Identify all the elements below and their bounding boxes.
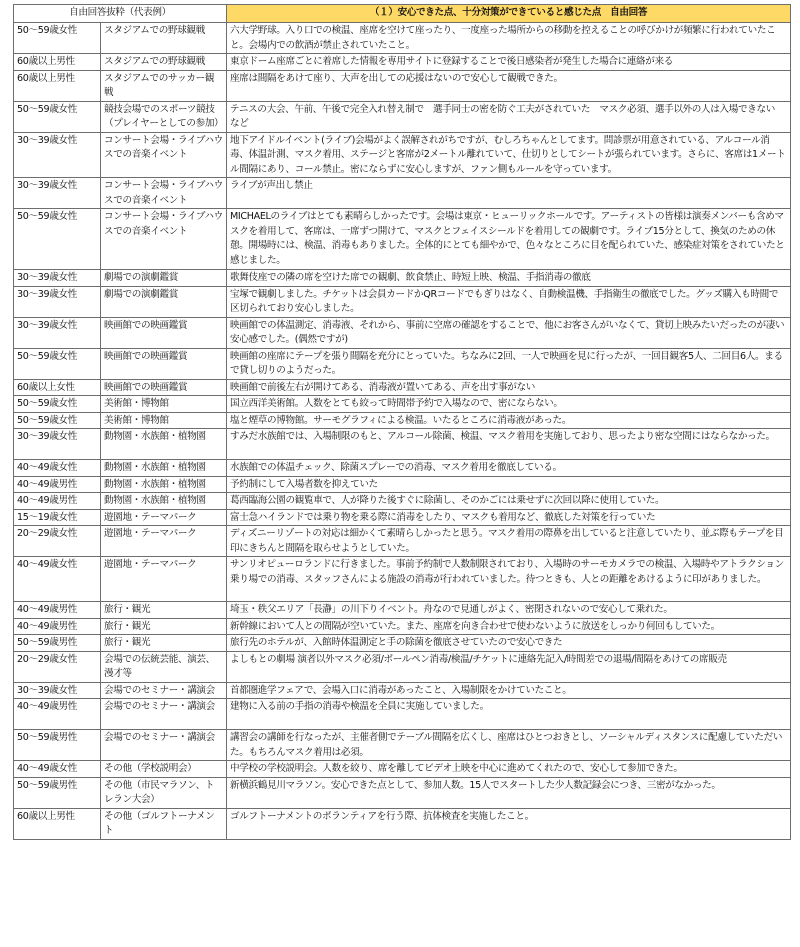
respondent-demographic: 50～59歳女性 [14, 396, 101, 413]
event-category: 旅行・観光 [101, 602, 227, 619]
table-row [14, 286, 791, 317]
table-row [14, 412, 791, 429]
table-row [14, 699, 791, 730]
respondent-demographic: 30～39歳女性 [14, 132, 101, 178]
event-category: コンサート会場・ライブハウスでの音楽イベント [101, 178, 227, 209]
respondent-demographic: 50～59歳女性 [14, 412, 101, 429]
answer-text: 中学校の学校説明会。人数を絞り、席を離してビデオ上映を中心に進めてくれたので、安心して参加できた。 [227, 761, 791, 778]
table-row [14, 54, 791, 71]
table-row [14, 557, 791, 602]
table-row [14, 777, 791, 808]
table-header-row [14, 5, 791, 23]
event-category: 動物園・水族館・植物園 [101, 476, 227, 493]
respondent-demographic: 50～59歳男性 [14, 730, 101, 761]
event-category: 会場での伝統芸能、演芸、漫才等 [101, 651, 227, 682]
table-row [14, 429, 791, 460]
respondent-demographic: 40～49歳男性 [14, 618, 101, 635]
table-row [14, 379, 791, 396]
event-category: その他（市民マラソン、トレラン大会） [101, 777, 227, 808]
answer-text: 塩と煙草の博物館。サーモグラフィによる検温。いたるところに消毒液があった。 [227, 412, 791, 429]
answer-text: 六大学野球。入り口での検温、座席を空けて座ったり、一度座った場所からの移動を控えることの呼びかけが頻繁に行われていたこと。会場内での飲酒が禁止されていたこと。 [227, 23, 791, 54]
event-category: その他（ゴルフトーナメント [101, 808, 227, 839]
answer-text: 葛西臨海公園の観覧車で、人が降りた後すぐに除菌し、そのかごには乗せずに次回以降に使用していた。 [227, 493, 791, 510]
event-category: 旅行・観光 [101, 618, 227, 635]
table-row [14, 618, 791, 635]
answer-text: サンリオピューロランドに行きました。事前予約制で人数制限されており、入場時のサーモカメラでの検温、入場時やアトラクション乗り場での消毒、スタッフさんによる施設の消毒が行われていました。待つときも、人との距離をあけるように印がありました。 [227, 557, 791, 602]
event-category: 遊園地・テーマパーク [101, 557, 227, 602]
answer-text: 宝塚で観劇しました。チケットは会員カードかQRコードでもぎりはなく、自動検温機、手指衛生の徹底でした。グッズ購入も時間で区切られており安心しました。 [227, 286, 791, 317]
table-body [14, 23, 791, 840]
answer-text: 座席は間隔をあけて座り、大声を出しての応援はないので安心して観戦できた。 [227, 70, 791, 101]
answer-text: 国立西洋美術館。人数をとても絞って時間帯予約で入場なので、密にならない。 [227, 396, 791, 413]
answer-text: 映画館の座席にテープを張り間隔を充分にとっていた。ちなみに2回、一人で映画を見に行ったが、一回目観客5人、二回目6人。まるで貸し切りのようだった。 [227, 348, 791, 379]
answer-text: 地下アイドルイベント(ライブ)会場がよく誤解されがちですが、むしろちゃんとしてます。問診票が用意されている、アルコール消毒、体温計測、マスク着用、ステージと客席が2メートル離れていて、仕切りとしてシートが張られています。さらに、客席は1メートル間隔にあり、コール禁止。密にならずに安心しますが、ファン側もルールを守っています。 [227, 132, 791, 178]
answer-text: 講習会の講師を行なったが、主催者側でテーブル間隔を広くし、座席はひとつおきとし、ソーシャルディスタンスに配慮していただいた。もちろんマスク着用は必須。 [227, 730, 791, 761]
event-category: 遊園地・テーマパーク [101, 509, 227, 526]
respondent-demographic: 40～49歳男性 [14, 476, 101, 493]
answer-text: すみだ水族館では、入場制限のもと、アルコール除菌、検温、マスク着用を実施しており、思ったより密な空間にはならなかった。 [227, 429, 791, 460]
answer-text: 旅行先のホテルが、入館時体温測定と手の除菌を徹底させていたので安心できた [227, 635, 791, 652]
respondent-demographic: 40～49歳女性 [14, 460, 101, 477]
event-category: コンサート会場・ライブハウスでの音楽イベント [101, 132, 227, 178]
respondent-demographic: 30～39歳女性 [14, 178, 101, 209]
respondent-demographic: 60歳以上男性 [14, 808, 101, 839]
table-row [14, 317, 791, 348]
event-category: 会場でのセミナー・講演会 [101, 682, 227, 699]
event-category: 劇場での演劇鑑賞 [101, 286, 227, 317]
respondent-demographic: 30～39歳女性 [14, 317, 101, 348]
event-category: 映画館での映画鑑賞 [101, 348, 227, 379]
table-row [14, 101, 791, 132]
event-category: その他（学校説明会） [101, 761, 227, 778]
respondent-demographic: 50～59歳女性 [14, 101, 101, 132]
event-category: 会場でのセミナー・講演会 [101, 730, 227, 761]
respondent-demographic: 20～29歳女性 [14, 526, 101, 557]
respondent-demographic: 40～49歳女性 [14, 761, 101, 778]
event-category: コンサート会場・ライブハウスでの音楽イベント [101, 209, 227, 270]
table-row [14, 509, 791, 526]
event-category: 遊園地・テーマパーク [101, 526, 227, 557]
answer-text: MICHAELのライブはとても素晴らしかったです。会場は東京・ヒューリックホールです。アーティストの皆様は演奏メンバーも含めマスクを着用して、客席は、一席ずつ開けて、マスクとフェイスシールドを着用しての観劇です。ライブ15分として、換気のための休憩。開場時には、検温、消毒もありました。全体的にとても細やかで、色々なところに目を配られていた、感染症対策をされていたと感じました。 [227, 209, 791, 270]
answer-text: 東京ドーム座席ごとに着席した情報を専用サイトに登録することで後日感染者が発生した場合に連絡が来る [227, 54, 791, 71]
event-category: 美術館・博物館 [101, 412, 227, 429]
table-row [14, 493, 791, 510]
event-category: 動物園・水族館・植物園 [101, 460, 227, 477]
table-row [14, 602, 791, 619]
table-row [14, 808, 791, 839]
respondent-demographic: 30～39歳女性 [14, 682, 101, 699]
event-category: 会場でのセミナー・講演会 [101, 699, 227, 730]
respondent-demographic: 20～29歳女性 [14, 651, 101, 682]
answer-text: 映画館での体温測定、消毒液、それから、事前に空席の確認をすることで、他にお客さんがいなくて、貸切上映みたいだったのが凄い安心感でした。(偶然ですが) [227, 317, 791, 348]
table-row [14, 460, 791, 477]
answer-text: ゴルフトーナメントのボランティアを行う際、抗体検査を実施したこと。 [227, 808, 791, 839]
answer-text: 首都圏進学フェアで、会場入口に消毒があったこと、入場制限をかけていたこと。 [227, 682, 791, 699]
event-category: 劇場での演劇鑑賞 [101, 270, 227, 287]
event-category: スタジアムでのサッカー観戦 [101, 70, 227, 101]
answer-text: 映画館で前後左右が開けてある、消毒液が置いてある、声を出す事がない [227, 379, 791, 396]
table-row [14, 209, 791, 270]
event-category: 美術館・博物館 [101, 396, 227, 413]
answer-text: ディズニーリゾートの対応は細かくて素晴らしかったと思う。マスク着用の際鼻を出していると注意していたり、並ぶ際もテープを目印にきちんと間隔を取らせようとしていた。 [227, 526, 791, 557]
respondent-demographic: 50～59歳男性 [14, 777, 101, 808]
event-category: 動物園・水族館・植物園 [101, 429, 227, 460]
event-category: 競技会場でのスポーツ競技（プレイヤーとしての参加） [101, 101, 227, 132]
answer-text: 新横浜鶴見川マラソン。安心できた点として、参加人数。15人でスタートした少人数記録会につき、三密がなかった。 [227, 777, 791, 808]
respondent-demographic: 40～49歳男性 [14, 493, 101, 510]
respondent-demographic: 50～59歳女性 [14, 23, 101, 54]
header-question-title: （１）安心できた点、十分対策ができていると感じた点 自由回答 [227, 5, 791, 23]
answer-text: ライブが声出し禁止 [227, 178, 791, 209]
respondent-demographic: 50～59歳男性 [14, 635, 101, 652]
event-category: 旅行・観光 [101, 635, 227, 652]
table-row [14, 23, 791, 54]
answer-text: 水族館での体温チェック、除菌スプレーでの消毒、マスク着用を徹底している。 [227, 460, 791, 477]
table-row [14, 526, 791, 557]
answer-text: 歌舞伎座での隣の席を空けた席での観劇、飲食禁止、時短上映、検温、手指消毒の徹底 [227, 270, 791, 287]
event-category: 動物園・水族館・植物園 [101, 493, 227, 510]
table-row [14, 396, 791, 413]
answer-text: 建物に入る前の手指の消毒や検温を全員に実施していました。 [227, 699, 791, 730]
answer-text: 富士急ハイランドでは乗り物を乗る際に消毒をしたり、マスクも着用など、徹底した対策を行っていた [227, 509, 791, 526]
free-answer-table [13, 4, 791, 840]
answer-text: 埼玉・秩父エリア「長瀞」の川下りイベント。舟なので見通しがよく、密閉されないので安心して乗れた。 [227, 602, 791, 619]
respondent-demographic: 50～59歳女性 [14, 209, 101, 270]
respondent-demographic: 40～49歳男性 [14, 602, 101, 619]
respondent-demographic: 30～39歳女性 [14, 270, 101, 287]
respondent-demographic: 60歳以上男性 [14, 54, 101, 71]
respondent-demographic: 60歳以上女性 [14, 379, 101, 396]
answer-text: よしもとの劇場 演者以外マスク必須/ボールペン消毒/検温/チケットに連絡先記入/時間差での退場/間隔をあけての席販売 [227, 651, 791, 682]
event-category: 映画館での映画鑑賞 [101, 379, 227, 396]
table-row [14, 682, 791, 699]
respondent-demographic: 30～39歳女性 [14, 286, 101, 317]
table-row [14, 730, 791, 761]
answer-text: 新幹線において人との間隔が空いていた。また、座席を向き合わせで使わないように放送をしっかり何回もしていた。 [227, 618, 791, 635]
table-row [14, 761, 791, 778]
event-category: スタジアムでの野球観戦 [101, 54, 227, 71]
table-row [14, 476, 791, 493]
table-row [14, 70, 791, 101]
respondent-demographic: 60歳以上男性 [14, 70, 101, 101]
table-row [14, 651, 791, 682]
table-row [14, 270, 791, 287]
respondent-demographic: 40～49歳女性 [14, 557, 101, 602]
table-row [14, 348, 791, 379]
survey-table-container [13, 4, 790, 840]
table-row [14, 132, 791, 178]
respondent-demographic: 30～39歳女性 [14, 429, 101, 460]
table-row [14, 635, 791, 652]
header-excerpt-label: 自由回答抜粋（代表例） [14, 5, 227, 23]
event-category: 映画館での映画鑑賞 [101, 317, 227, 348]
respondent-demographic: 15～19歳女性 [14, 509, 101, 526]
respondent-demographic: 50～59歳女性 [14, 348, 101, 379]
respondent-demographic: 40～49歳男性 [14, 699, 101, 730]
answer-text: テニスの大会、午前、午後で完全入れ替え制で 選手同士の密を防ぐ工夫がされていた マスク必須、選手以外の人は入場できない など [227, 101, 791, 132]
answer-text: 予約制にして入場者数を抑えていた [227, 476, 791, 493]
table-row [14, 178, 791, 209]
event-category: スタジアムでの野球観戦 [101, 23, 227, 54]
